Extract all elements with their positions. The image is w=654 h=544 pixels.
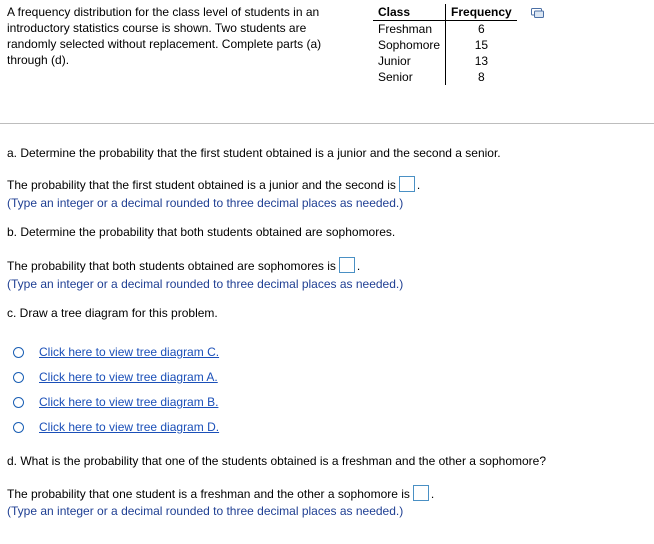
table-cell-class: Freshman (378, 22, 433, 36)
radio-button[interactable] (13, 372, 24, 383)
section-divider (0, 123, 654, 124)
table-cell-class: Sophomore (378, 38, 441, 52)
part-b-hint: (Type an integer or a decimal rounded to three decimal places as needed.) (7, 277, 404, 291)
tree-option-a[interactable] (13, 369, 218, 385)
part-a-prompt: The probability that the first student obtained is a junior and the second is (7, 178, 396, 192)
table-cell-frequency: 15 (446, 37, 517, 53)
part-b-answer-line (7, 257, 360, 274)
part-d-question: d. What is the probability that one of the students obtained is a freshman and the other a sophomore? (7, 454, 547, 468)
radio-button[interactable] (13, 347, 24, 358)
part-b-prompt: The probability that both students obtained are sophomores is (7, 259, 336, 273)
tree-diagram-b-link[interactable]: Click here to view tree diagram B. (39, 395, 219, 409)
part-d-period: . (430, 487, 435, 501)
table-row (373, 21, 517, 38)
tree-option-c[interactable] (13, 344, 219, 360)
problem-intro: A frequency distribution for the class level of students in an introductory statistics course is shown. Two students are randomly selected without replacement. Complete parts (a) through (d). (7, 5, 322, 67)
copy-table-icon[interactable] (531, 8, 544, 18)
table-row (373, 37, 517, 53)
tree-diagram-d-link[interactable]: Click here to view tree diagram D. (39, 420, 220, 434)
table-header-frequency: Frequency (446, 4, 517, 21)
tree-diagram-c-link[interactable]: Click here to view tree diagram C. (39, 345, 220, 359)
part-b-question: b. Determine the probability that both students obtained are sophomores. (7, 225, 396, 239)
tree-diagram-a-link[interactable]: Click here to view tree diagram A. (39, 370, 218, 384)
part-a-hint: (Type an integer or a decimal rounded to three decimal places as needed.) (7, 196, 404, 210)
part-a-question: a. Determine the probability that the first student obtained is a junior and the second a senior. (7, 146, 501, 160)
table-row (373, 69, 517, 85)
table-header-class: Class (373, 4, 446, 21)
frequency-table (373, 4, 517, 85)
table-cell-frequency: 13 (446, 53, 517, 69)
radio-button[interactable] (13, 422, 24, 433)
part-a-period: . (416, 178, 421, 192)
table-cell-frequency: 6 (446, 21, 517, 38)
radio-button[interactable] (13, 397, 24, 408)
part-b-answer-input[interactable] (339, 257, 355, 273)
part-d-answer-input[interactable] (413, 485, 429, 501)
part-c-question: c. Draw a tree diagram for this problem. (7, 306, 218, 320)
table-cell-frequency: 8 (446, 69, 517, 85)
part-b-period: . (356, 259, 361, 273)
part-d-answer-line (7, 485, 434, 502)
part-d-hint: (Type an integer or a decimal rounded to three decimal places as needed.) (7, 504, 404, 518)
part-a-answer-input[interactable] (399, 176, 415, 192)
tree-option-b[interactable] (13, 394, 218, 410)
tree-option-d[interactable] (13, 419, 219, 435)
part-a-answer-line (7, 176, 420, 193)
table-row (373, 53, 517, 69)
part-d-prompt: The probability that one student is a freshman and the other a sophomore is (7, 487, 410, 501)
table-cell-class: Junior (378, 54, 411, 68)
table-cell-class: Senior (378, 70, 413, 84)
